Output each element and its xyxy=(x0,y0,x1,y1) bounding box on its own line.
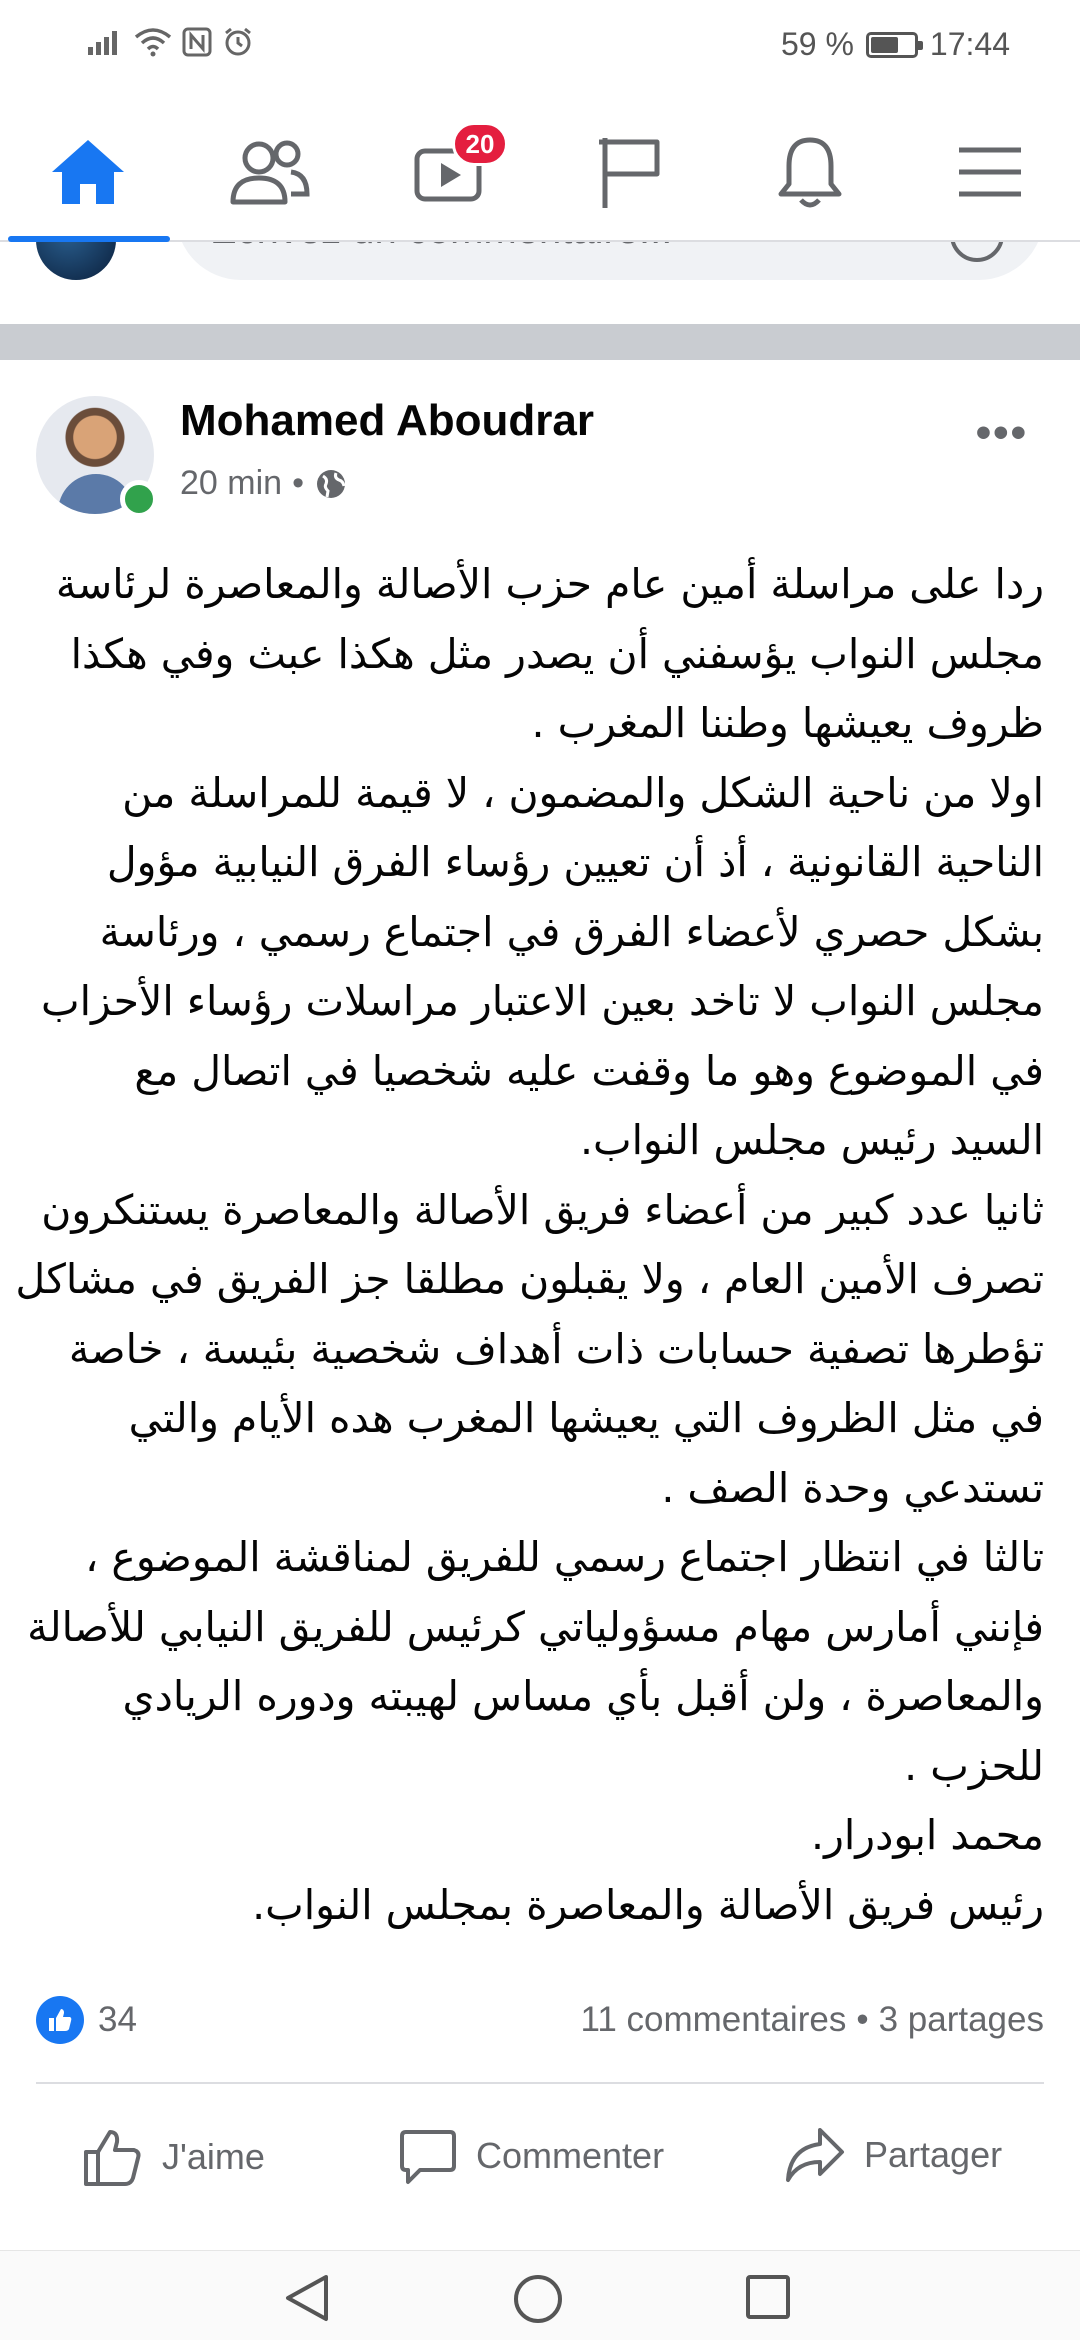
tab-home[interactable] xyxy=(28,122,148,222)
battery-fill xyxy=(871,37,898,53)
nfc-icon xyxy=(182,27,212,57)
post-actions xyxy=(0,2090,1080,2230)
back-icon[interactable] xyxy=(282,2273,334,2323)
action-divider xyxy=(36,2082,1044,2084)
tab-pages[interactable] xyxy=(570,122,690,222)
post-author[interactable]: Mohamed Aboudrar xyxy=(180,396,594,445)
post-time[interactable]: 20 min xyxy=(180,464,283,502)
post-text-line: ظروف يعيشها وطننا المغرب . xyxy=(531,699,1044,747)
post-text-line: رئيس فريق الأصالة والمعاصرة بمجلس النواب. xyxy=(252,1880,1044,1929)
post-text-line: في مثل الظروف التي يعيشها المغرب هده الأيام والتي xyxy=(128,1394,1044,1442)
post-text-line: ردا على مراسلة أمين عام حزب الأصالة والمعاصرة لرئاسة xyxy=(55,560,1044,608)
counts-separator: • xyxy=(856,2000,869,2039)
post-text-line: بشكل حصري لأعضاء الفرق في اجتماع رسمي ، ورئاسة xyxy=(99,907,1044,956)
post-text-line: الناحية القانونية ، أذ أن تعيين رؤساء الفرق النيابية مؤول xyxy=(106,838,1044,886)
active-tab-indicator xyxy=(8,236,170,242)
battery-percent: 59 % xyxy=(780,26,854,62)
thumbs-up-icon xyxy=(82,2126,144,2188)
online-status-dot xyxy=(120,480,158,518)
like-button[interactable] xyxy=(82,2126,265,2188)
globe-icon xyxy=(314,467,348,501)
post-text-line: تصرف الأمين العام ، ولا يقبلون مطلقا جز الفريق في مشاكل xyxy=(15,1255,1044,1303)
home-circle-icon[interactable] xyxy=(512,2273,564,2325)
flag-icon xyxy=(597,134,663,210)
post-body xyxy=(15,550,1044,1940)
share-icon xyxy=(784,2126,846,2184)
system-navigation-bar xyxy=(0,2250,1080,2340)
like-reaction-icon xyxy=(36,1996,84,2044)
meta-separator: • xyxy=(292,464,304,502)
post-text-line: تؤطرها تصفية حسابات ذات أهداف شخصية بئيسة ، خاصة xyxy=(68,1324,1044,1373)
status-right xyxy=(781,26,1010,63)
post-text-line: فإنني أمارس مهام مسؤولياتي كرئيس للفريق النيابي للأصالة xyxy=(27,1602,1044,1651)
share-button[interactable] xyxy=(784,2126,1002,2184)
status-bar xyxy=(0,0,1080,92)
status-icons xyxy=(86,26,254,58)
alarm-icon xyxy=(222,26,254,58)
share-label: Partager xyxy=(864,2134,1003,2175)
post-text-line: محمد ابودرار. xyxy=(811,1811,1044,1859)
comment-button[interactable] xyxy=(398,2126,664,2186)
battery-icon xyxy=(866,32,918,58)
tab-notifications[interactable] xyxy=(750,122,870,222)
comment-icon xyxy=(398,2126,458,2186)
post-text-line: اولا من ناحية الشكل والمضمون ، لا قيمة للمراسلة من xyxy=(122,768,1044,817)
post-text-line: والمعاصرة ، ولن أقبل بأي مساس لهيبته ودوره الريادي xyxy=(122,1672,1044,1720)
engagement-counts xyxy=(580,2000,1044,2040)
post-text-line: في الموضوع وهو ما وقفت عليه شخصيا في اتصال مع xyxy=(134,1046,1044,1095)
comments-count[interactable]: 11 commentaires xyxy=(580,2000,847,2039)
home-icon xyxy=(48,136,128,208)
clock: 17:44 xyxy=(929,26,1010,62)
post-text-line: مجلس النواب لا تاخد بعين الاعتبار مراسلات رؤساء الأحزاب xyxy=(41,977,1044,1025)
reaction-count: 34 xyxy=(98,2000,137,2039)
signal-icon xyxy=(86,27,124,57)
tab-friends[interactable] xyxy=(210,122,330,222)
top-navigation xyxy=(0,92,1080,242)
post-options-button[interactable]: ••• xyxy=(975,408,1028,457)
reactions-summary[interactable] xyxy=(36,1990,1044,2050)
post-text-line: تالثا في انتظار اجتماع رسمي للفريق لمناقشة الموضوع ، xyxy=(85,1533,1044,1581)
recents-icon[interactable] xyxy=(744,2273,792,2321)
friends-icon xyxy=(229,138,311,206)
watch-badge: 20 xyxy=(452,122,508,166)
post-text-line: للحزب . xyxy=(904,1741,1044,1790)
bell-icon xyxy=(775,134,845,210)
menu-icon xyxy=(957,144,1023,200)
comment-label: Commenter xyxy=(476,2135,665,2176)
post-meta xyxy=(180,464,348,503)
tab-menu[interactable] xyxy=(930,122,1050,222)
shares-count[interactable]: 3 partages xyxy=(878,2000,1044,2039)
post-text-line: مجلس النواب يؤسفني أن يصدر مثل هكذا عبث وفي هكذا xyxy=(70,629,1044,678)
feed-separator xyxy=(0,324,1080,360)
wifi-icon xyxy=(134,27,172,57)
post-text-line: ثانيا عدد كبير من أعضاء فريق الأصالة والمعاصرة يستنكرون xyxy=(41,1185,1044,1234)
tab-watch[interactable] xyxy=(390,122,510,222)
post-text-line: تستدعي وحدة الصف . xyxy=(661,1463,1044,1512)
post-text-line: السيد رئيس مجلس النواب. xyxy=(579,1116,1044,1164)
like-label: J'aime xyxy=(162,2136,265,2177)
